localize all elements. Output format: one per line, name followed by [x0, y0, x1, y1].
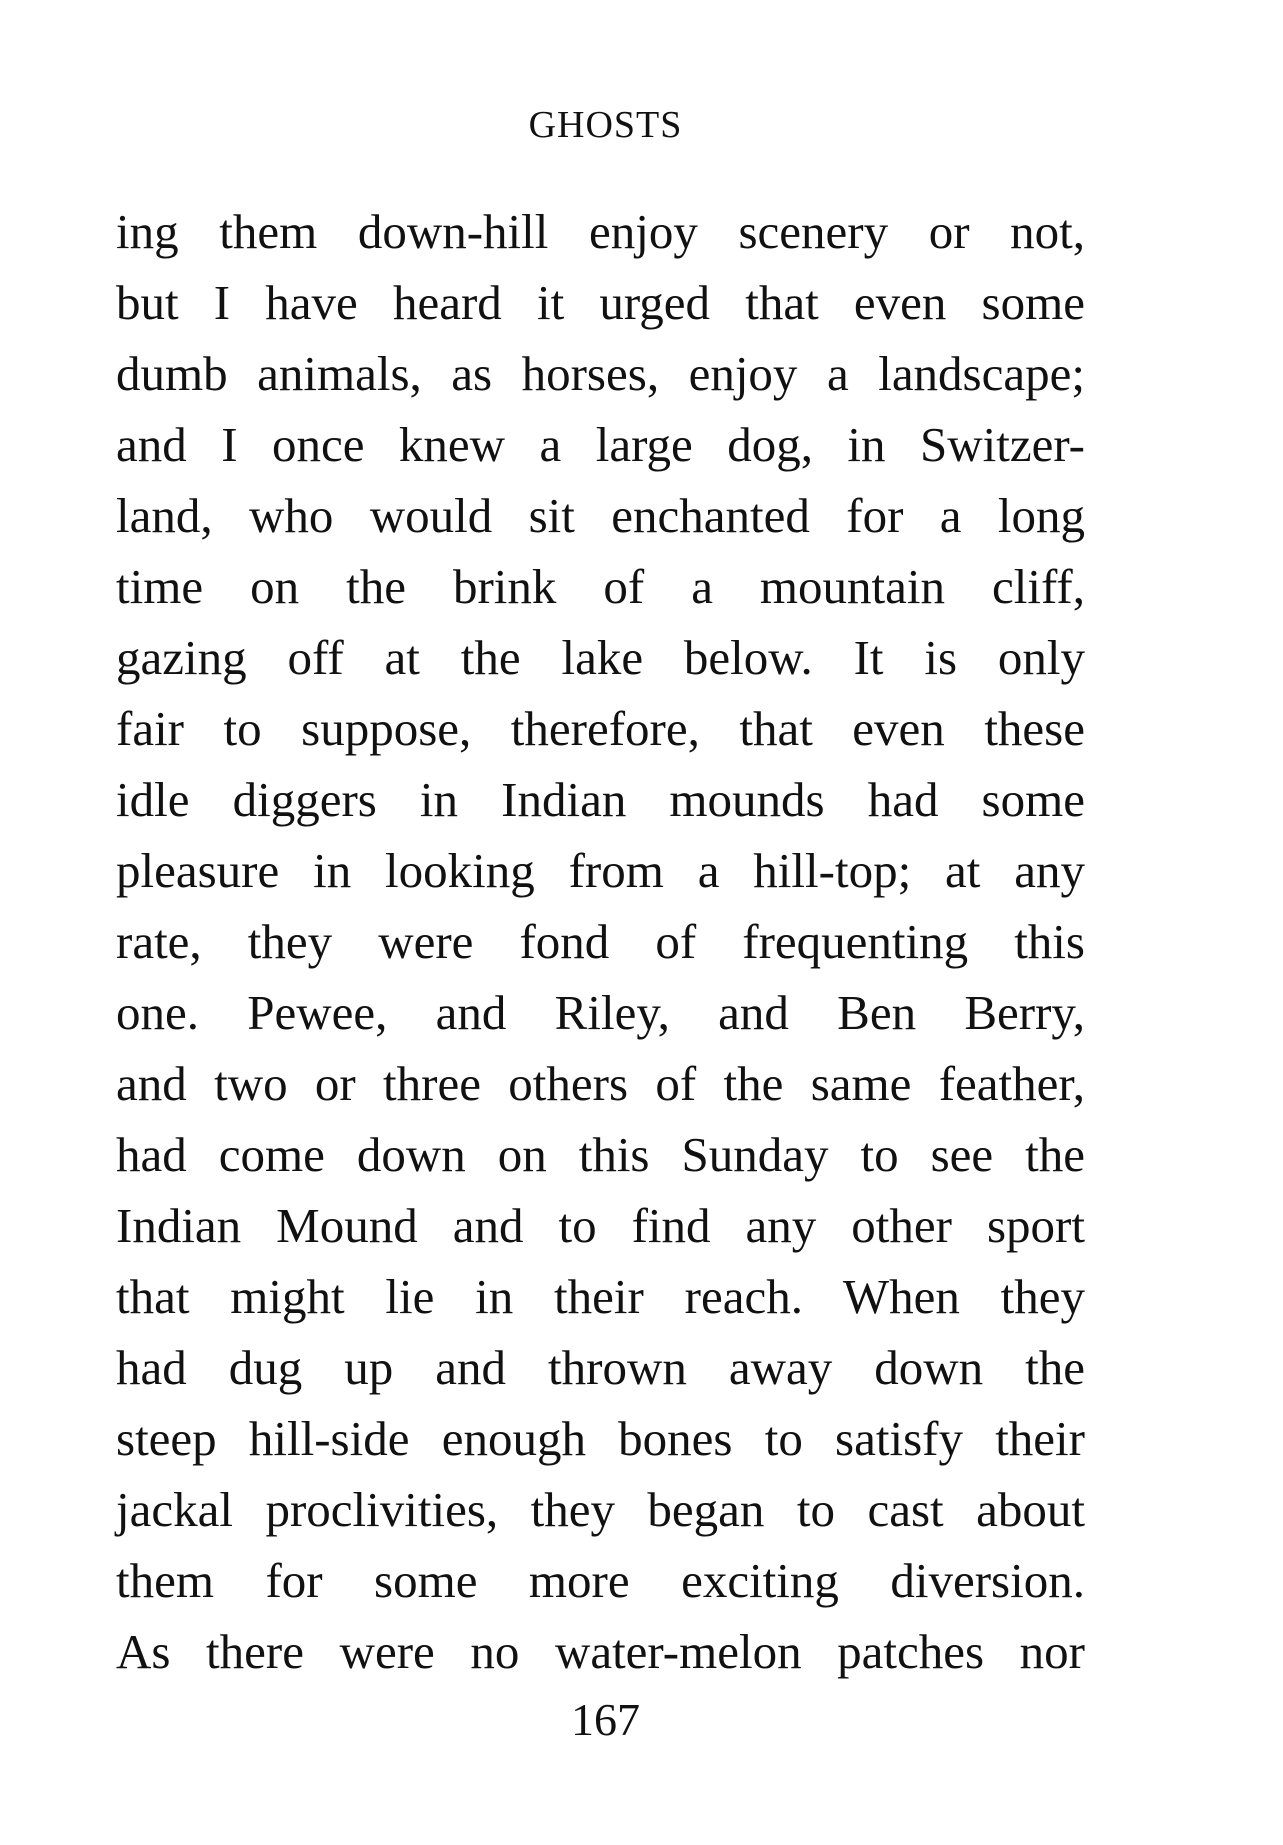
text-line: Indian Mound and to find any other sport: [116, 1198, 1085, 1253]
running-head-title: GHOSTS: [528, 104, 683, 146]
text-line: jackal proclivities, they began to cast about: [116, 1482, 1085, 1537]
text-line: gazing off at the lake below. It is only: [116, 630, 1085, 685]
text-line: dumb animals, as horses, enjoy a landscape;: [116, 346, 1085, 401]
text-line: land, who would sit enchanted for a long: [116, 488, 1085, 543]
text-line: one. Pewee, and Riley, and Ben Berry,: [116, 985, 1085, 1040]
text-line: them for some more exciting diversion.: [116, 1553, 1085, 1608]
body-text: [116, 196, 1085, 1687]
text-line: fair to suppose, therefore, that even these: [116, 701, 1085, 756]
text-line: time on the brink of a mountain cliff,: [116, 559, 1085, 614]
text-line: and I once knew a large dog, in Switzer-: [116, 417, 1085, 472]
text-line: ing them down-hill enjoy scenery or not,: [116, 204, 1085, 259]
text-line: but I have heard it urged that even some: [116, 275, 1085, 330]
text-line: and two or three others of the same feather,: [116, 1056, 1085, 1111]
text-line: rate, they were fond of frequenting this: [116, 914, 1085, 969]
page-number: 167: [571, 1694, 640, 1745]
text-line: idle diggers in Indian mounds had some: [116, 772, 1085, 827]
text-line: had dug up and thrown away down the: [116, 1340, 1085, 1395]
text-line: had come down on this Sunday to see the: [116, 1127, 1085, 1182]
text-line: pleasure in looking from a hill-top; at any: [116, 843, 1085, 898]
text-line: steep hill-side enough bones to satisfy their: [116, 1411, 1085, 1466]
text-line: that might lie in their reach. When they: [116, 1269, 1085, 1324]
text-line: As there were no water-melon patches nor: [116, 1624, 1085, 1679]
